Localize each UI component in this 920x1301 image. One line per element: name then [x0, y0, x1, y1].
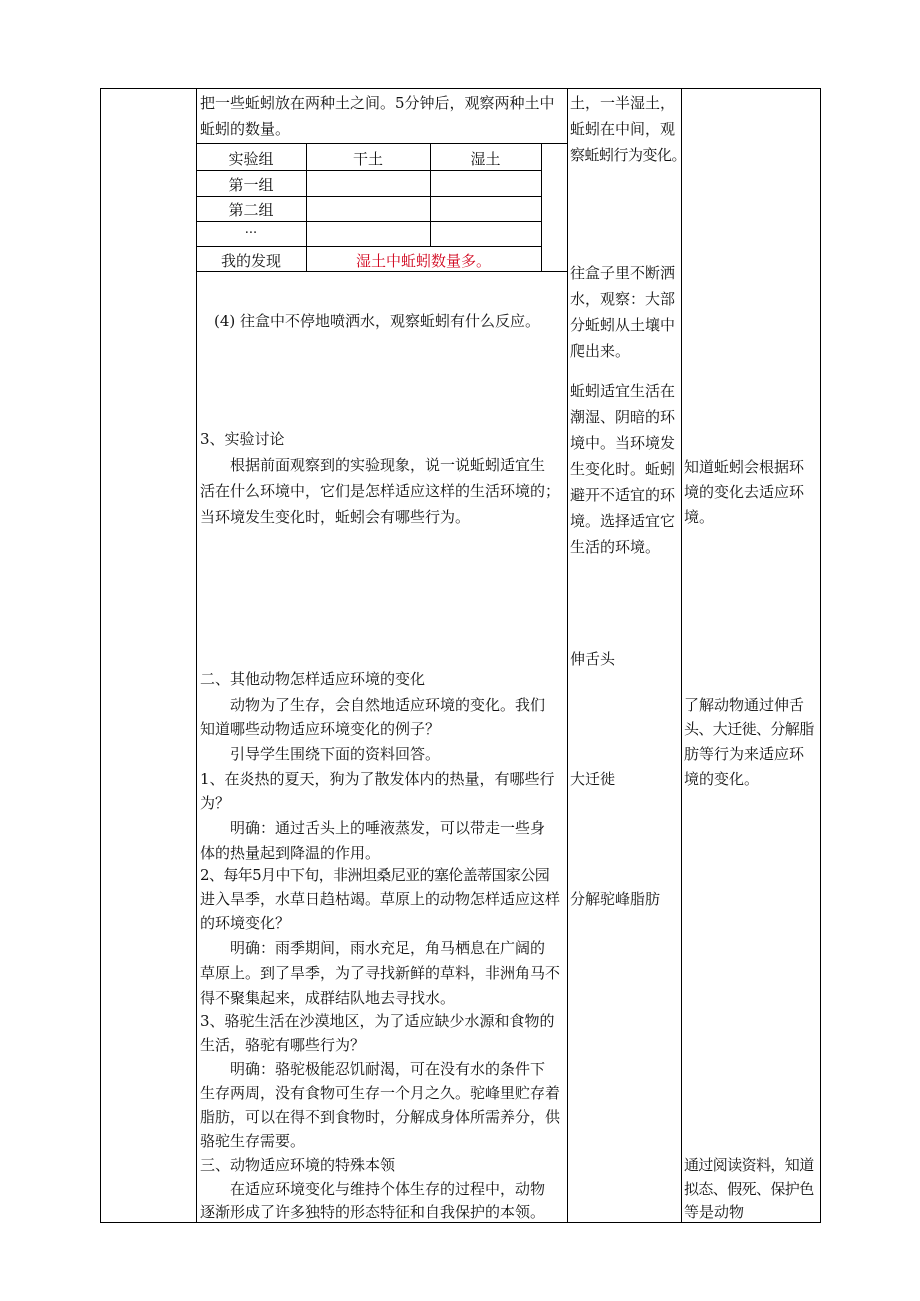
question-2-line-3: 的环境变化？ [200, 914, 291, 932]
activity-note-1-line-2: 蚯蚓在中间，观 [570, 120, 676, 138]
question-3-line-2: 生活，骆驼有哪些行为？ [200, 1036, 366, 1054]
goal-2-line-4: 境的变化。 [684, 770, 760, 788]
activity-note-3-line-3: 境中。当环境发 [570, 434, 676, 452]
table-left-border [100, 88, 101, 1223]
answer-1-line-2: 体的热量起到降温的作用。 [200, 844, 381, 862]
answer-3-line-3: 脂肪，可以在得不到食物时，分解成身体所需养分，供 [200, 1108, 561, 1126]
section-2-intro-1: 动物为了生存，会自然地适应环境的变化。我们 [230, 696, 546, 714]
section-2-title: 二、其他动物怎样适应环境的变化 [200, 670, 426, 688]
answer-3-line-4: 骆驼生存需要。 [200, 1132, 306, 1150]
activity-note-3-line-2: 潮湿、阴暗的环 [570, 408, 676, 426]
table-row-label: 第一组 [228, 176, 274, 194]
finding-label: 我的发现 [220, 252, 281, 270]
goal-2-line-1: 了解动物通过伸舌 [684, 696, 805, 714]
table-row-label: 第二组 [228, 201, 274, 219]
intro-line-1: 把一些蚯蚓放在两种土之间。5分钟后，观察两种土中 [200, 94, 555, 112]
table-header-wet-soil: 湿土 [470, 150, 501, 168]
table-header-group: 实验组 [228, 150, 274, 168]
section-3-line-2: 逐渐形成了许多独特的形态特征和自我保护的本领。 [200, 1203, 546, 1221]
discussion-line-3: 当环境发生变化时，蚯蚓会有哪些行为。 [200, 508, 471, 526]
discussion-title: 3、实验讨论 [200, 430, 285, 448]
discussion-line-2: 活在什么环境中，它们是怎样适应这样的生活环境的； [200, 482, 561, 500]
goal-2-line-3: 肪等行为来适应环 [684, 745, 805, 763]
goal-3-line-1: 通过阅读资料，知道 [684, 1156, 814, 1174]
section-2-intro-2: 知道哪些动物适应环境变化的例子？ [200, 720, 441, 738]
answer-3-line-1: 明确：骆驼极能忍饥耐渴，可在没有水的条件下 [230, 1060, 546, 1078]
question-1-line-1: 1、在炎热的夏天，狗为了散发体内的热量，有哪些行 [200, 770, 555, 788]
goal-1-line-2: 境的变化去适应环 [684, 483, 805, 501]
answer-2-line-3: 得不聚集起来，成群结队地去寻找水。 [200, 989, 456, 1007]
activity-note-2-line-4: 爬出来。 [570, 342, 631, 360]
discussion-line-1: 根据前面观察到的实验现象，说一说蚯蚓适宜生 [230, 456, 546, 474]
activity-note-3-line-6: 境。选择适宜它 [570, 512, 676, 530]
activity-note-hump-fat: 分解驼峰脂肪 [570, 890, 661, 908]
step-4-text: (4) 往盒中不停地喷洒水，观察蚯蚓有什么反应。 [214, 312, 541, 330]
section-2-guide: 引导学生围绕下面的资料回答。 [230, 745, 441, 763]
activity-note-1-line-1: 土，一半湿土， [570, 94, 676, 112]
goal-3-line-2: 拟态、假死、保护色 [684, 1180, 814, 1198]
question-2-line-2: 进入旱季，水草日趋枯竭。草原上的动物怎样适应这样 [200, 890, 561, 908]
question-2-line-1: 2、每年5月中下旬，非洲坦桑尼亚的塞伦盖蒂国家公园 [200, 866, 550, 884]
activity-note-3-line-4: 生变化时。蚯蚓 [570, 460, 676, 478]
table-header-dry-soil: 干土 [352, 150, 383, 168]
goal-1-line-3: 境。 [684, 508, 715, 526]
section-3-title: 三、动物适应环境的特殊本领 [200, 1156, 396, 1174]
answer-2-line-2: 草原上。到了旱季，为了寻找新鲜的草料，非洲角马不 [200, 964, 561, 982]
question-3-line-1: 3、骆驼生活在沙漠地区，为了适应缺少水源和食物的 [200, 1012, 555, 1030]
activity-note-1-line-3: 察蚯蚓行为变化。 [570, 146, 687, 164]
activity-note-migration: 大迁徙 [570, 770, 616, 788]
table-top-border [100, 88, 821, 89]
answer-3-line-2: 生存两周，没有食物可生存一个月之久。驼峰里贮存着 [200, 1084, 561, 1102]
goal-2-line-2: 头、大迁徙、分解脂 [684, 720, 814, 738]
table-row-label: ... [244, 222, 258, 237]
answer-2-line-1: 明确：雨季期间，雨水充足，角马栖息在广阔的 [230, 939, 546, 957]
column-divider-3 [681, 88, 682, 1223]
finding-value: 湿土中蚯蚓数量多。 [355, 252, 491, 270]
activity-note-3-line-7: 生活的环境。 [570, 538, 661, 556]
table-right-border [820, 88, 821, 1223]
section-3-line-1: 在适应环境变化与维持个体生存的过程中，动物 [230, 1180, 546, 1198]
goal-1-line-1: 知道蚯蚓会根据环 [684, 458, 805, 476]
answer-1-line-1: 明确：通过舌头上的唾液蒸发，可以带走一些身 [230, 819, 546, 837]
question-1-line-2: 为？ [200, 794, 231, 812]
goal-3-line-3: 等是动物 [684, 1203, 745, 1221]
activity-note-3-line-5: 避开不适宜的环 [570, 486, 676, 504]
intro-line-2: 蚯蚓的数量。 [200, 120, 291, 138]
column-divider-2 [567, 88, 568, 1223]
activity-note-2-line-1: 往盒子里不断洒 [570, 264, 676, 282]
activity-note-3-line-1: 蚯蚓适宜生活在 [570, 382, 676, 400]
activity-note-2-line-3: 分蚯蚓从土壤中 [570, 316, 676, 334]
activity-note-2-line-2: 水，观察：大部 [570, 290, 676, 308]
activity-note-stick-tongue: 伸舌头 [570, 650, 616, 668]
